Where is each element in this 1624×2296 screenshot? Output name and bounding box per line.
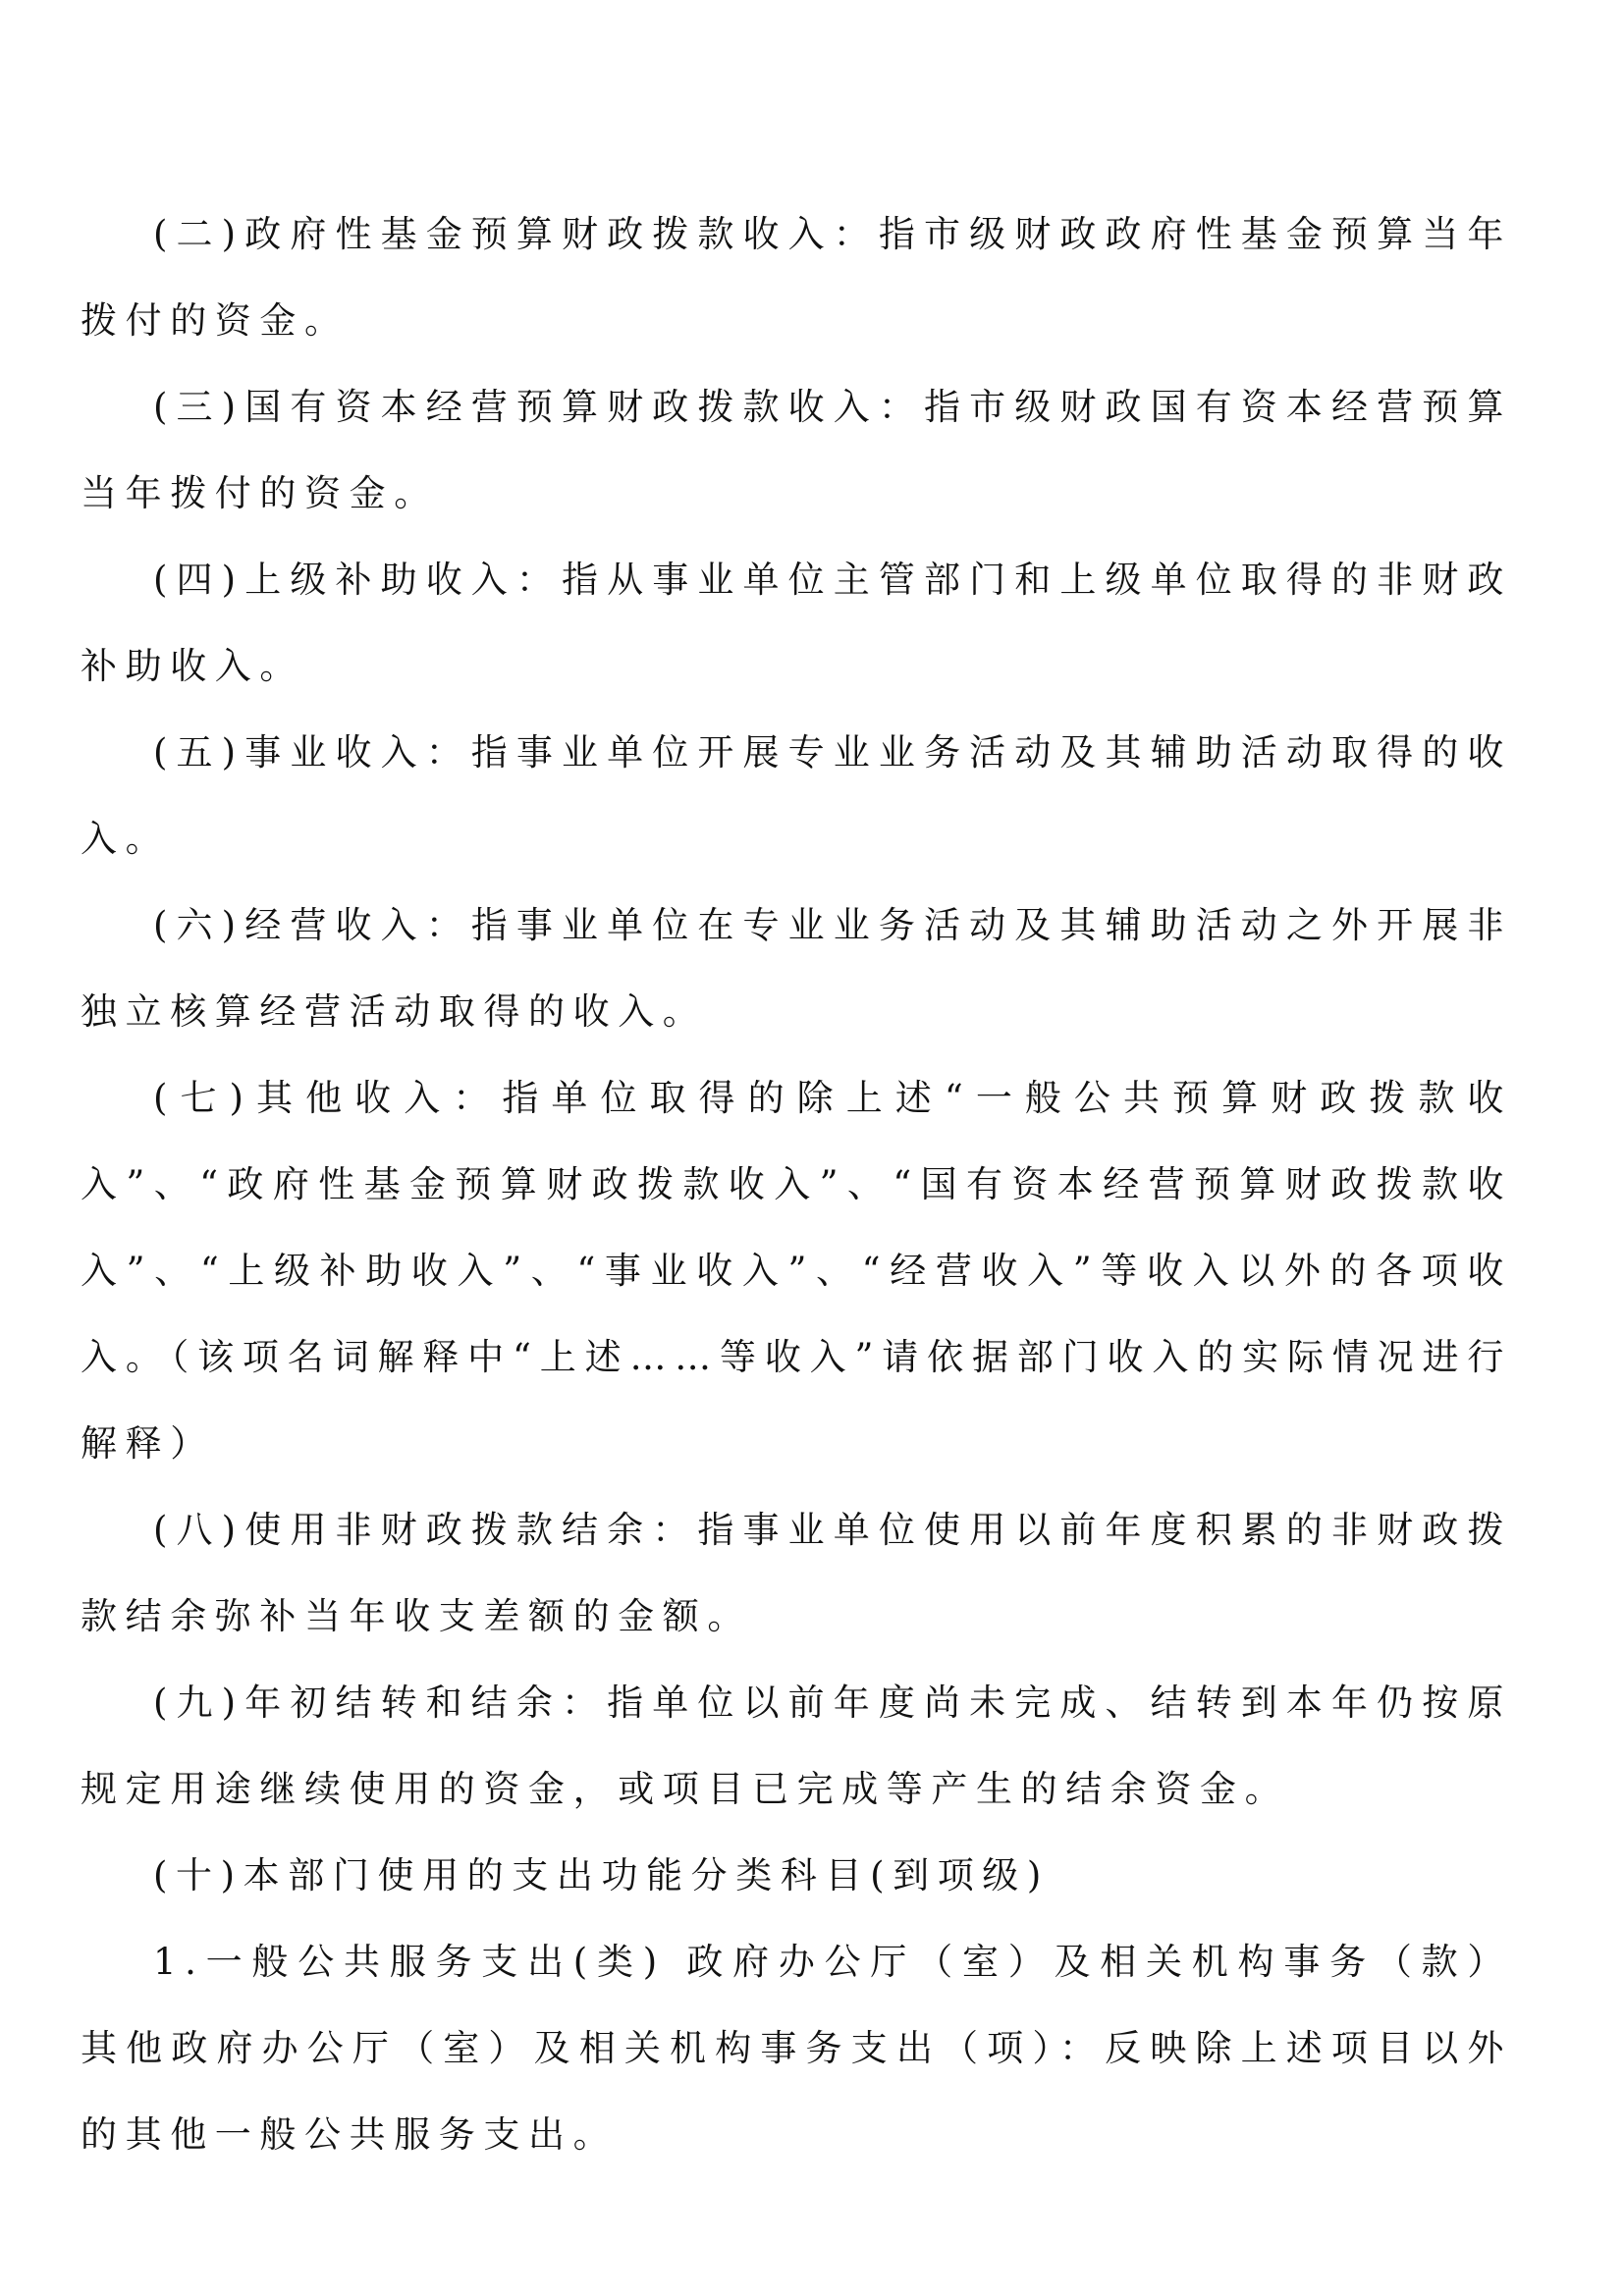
paragraph-other-income: (七)其他收入：指单位取得的除上述“一般公共预算财政拨款收入”、“政府性基金预算财政拨款收入”、“国有资本经营预算财政拨款收入”、“上级补助收入”、“事业收入”、“经营收入”等收入以外的各项收入。（该项名词解释中“上述……等收入”请依据部门收入的实际情况进行解释） [81,1077,1512,1465]
paragraph-general-public-services: 1.一般公共服务支出(类) 政府办公厅（室）及相关机构事务（款）其他政府办公厅（室）及相关机构事务支出（项）：反映除上述项目以外的其他一般公共服务支出。 [81,1941,1512,2156]
paragraph-undertaking-income: (五)事业收入：指事业单位开展专业业务活动及其辅助活动取得的收入。 [81,731,1512,860]
paragraph-superior-subsidy-income: (四)上级补助收入：指从事业单位主管部门和上级单位取得的非财政补助收入。 [81,559,1512,687]
paragraph-government-fund-income: (二)政府性基金预算财政拨款收入：指市级财政政府性基金预算当年拨付的资金。 [81,213,1512,342]
paragraph-non-fiscal-surplus: (八)使用非财政拨款结余：指事业单位使用以前年度积累的非财政拨款结余弥补当年收支差额的金额。 [81,1509,1512,1637]
paragraph-operating-income: (六)经营收入：指事业单位在专业业务活动及其辅助活动之外开展非独立核算经营活动取得的收入。 [81,904,1512,1033]
paragraph-expenditure-classification: (十)本部门使用的支出功能分类科目(到项级) [153,1854,1050,1896]
paragraph-carryover-surplus: (九)年初结转和结余：指单位以前年度尚未完成、结转到本年仍按原规定用途继续使用的资金，或项目已完成等产生的结余资金。 [81,1682,1512,1810]
paragraph-state-capital-income: (三)国有资本经营预算财政拨款收入：指市级财政国有资本经营预算当年拨付的资金。 [81,386,1512,514]
